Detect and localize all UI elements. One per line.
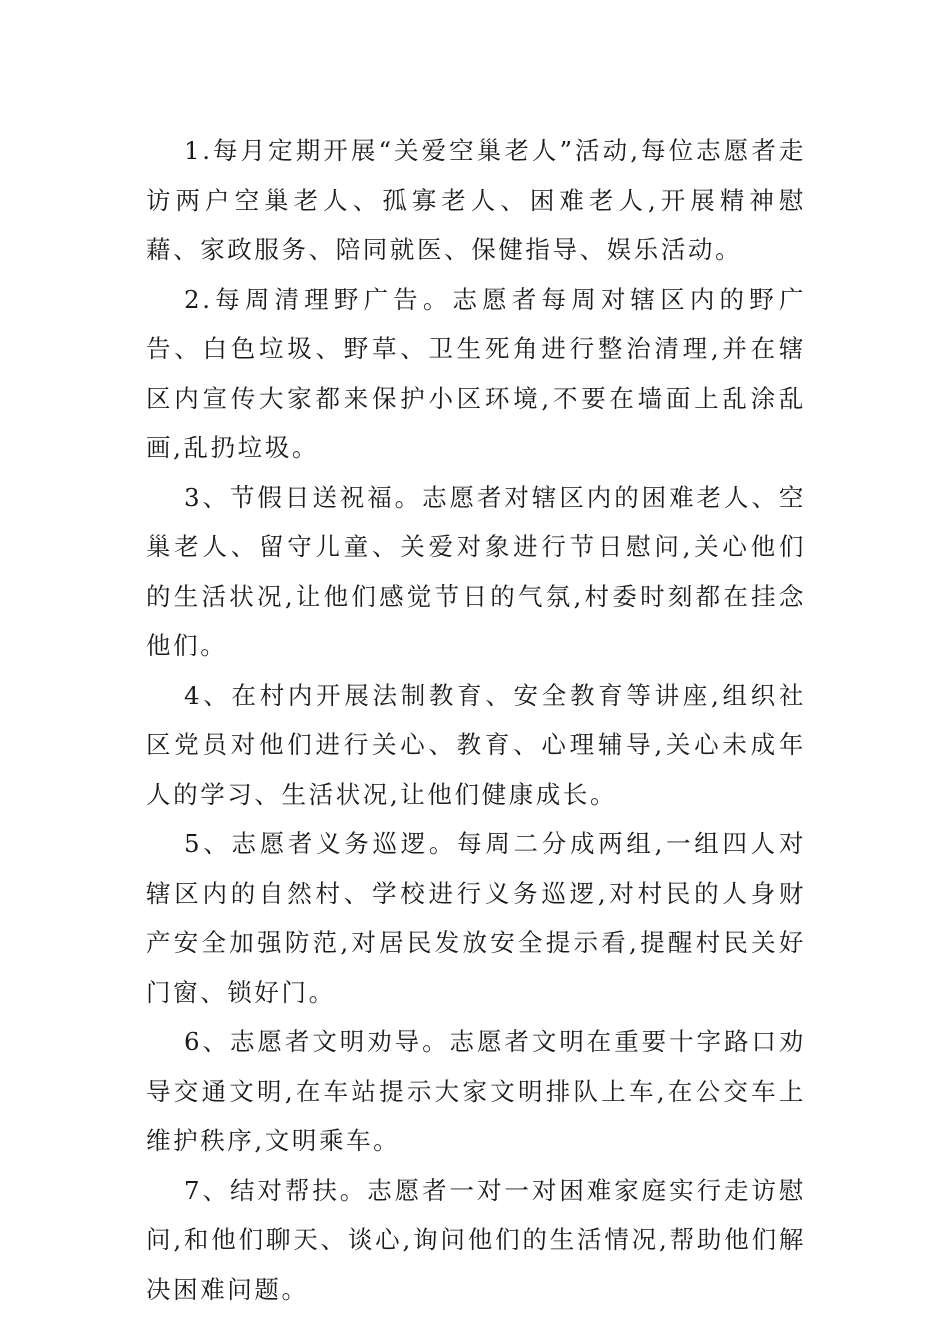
paragraph-6: 6、志愿者文明劝导。志愿者文明在重要十字路口劝导交通文明,在车站提示大家文明排队上车,在公交车上维护秩序,文明乘车。: [146, 1027, 806, 1155]
document-body: [146, 126, 806, 1314]
paragraph-3: 3、节假日送祝福。志愿者对辖区内的困难老人、空巢老人、留守儿童、关爱对象进行节日慰问,关心他们的生活状况,让他们感觉节日的气氛,村委时刻都在挂念他们。: [146, 482, 806, 660]
paragraph-5: 5、志愿者义务巡逻。每周二分成两组,一组四人对辖区内的自然村、学校进行义务巡逻,对村民的人身财产安全加强防范,对居民发放安全提示看,提醒村民关好门窗、锁好门。: [146, 829, 806, 1007]
paragraph-2: 2.每周清理野广告。志愿者每周对辖区内的野广告、白色垃圾、野草、卫生死角进行整治清理,并在辖区内宣传大家都来保护小区环境,不要在墙面上乱涂乱画,乱扔垃圾。: [146, 284, 806, 462]
paragraph-4: 4、在村内开展法制教育、安全教育等讲座,组织社区党员对他们进行关心、教育、心理辅导,关心未成年人的学习、生活状况,让他们健康成长。: [146, 680, 806, 809]
paragraph-1: 1.每月定期开展“关爱空巢老人”活动,每位志愿者走访两户空巢老人、孤寡老人、困难老人,开展精神慰藉、家政服务、陪同就医、保健指导、娱乐活动。: [146, 136, 806, 264]
paragraph-7: 7、结对帮扶。志愿者一对一对困难家庭实行走访慰问,和他们聊天、谈心,询问他们的生活情况,帮助他们解决困难问题。: [146, 1175, 806, 1304]
